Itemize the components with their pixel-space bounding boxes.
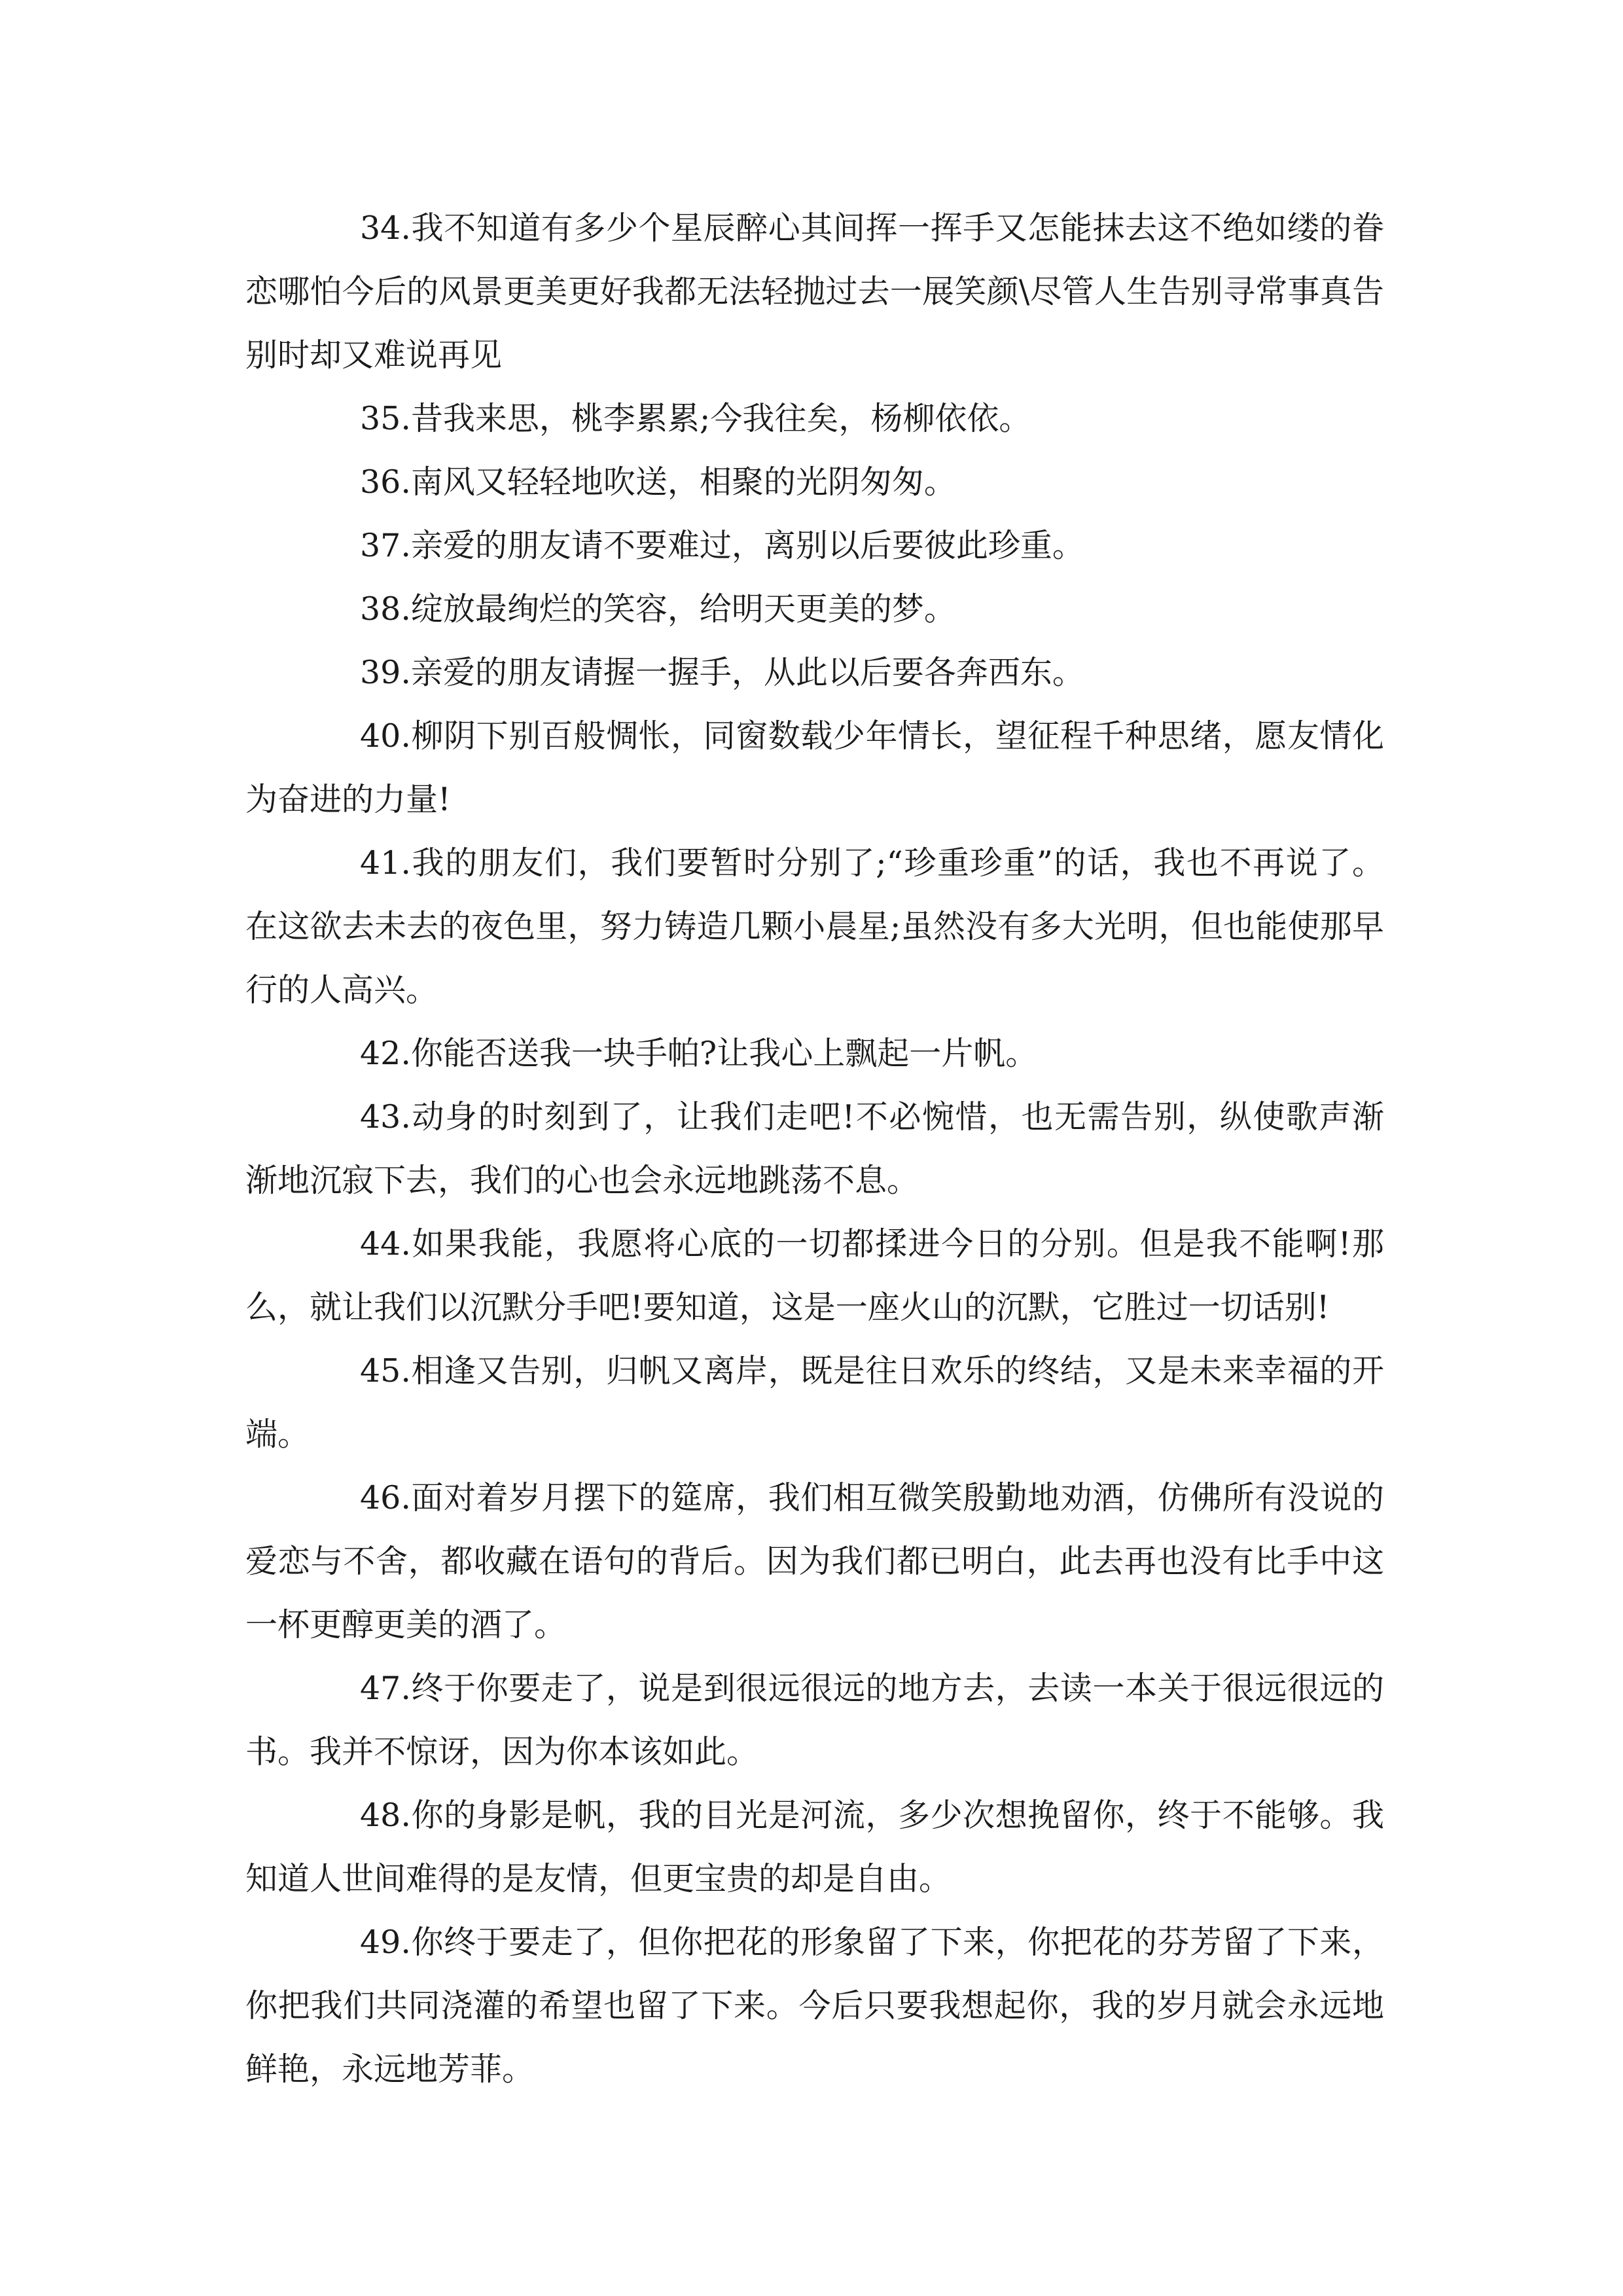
paragraph-48: 48.你的身影是帆，我的目光是河流，多少次想挽留你，终于不能够。我知道人世间难得的是友情，但更宝贵的却是自由。 [245,1797,1384,1897]
paragraph-43: 43.动身的时刻到了，让我们走吧!不必惋惜，也无需告别，纵使歌声渐渐地沉寂下去，我们的心也会永远地跳荡不息。 [245,1098,1384,1199]
document-body [245,196,1384,2101]
paragraph-38: 38.绽放最绚烂的笑容，给明天更美的梦。 [360,590,956,628]
paragraph-42: 42.你能否送我一块手帕?让我心上飘起一片帆。 [360,1035,1038,1072]
paragraph-34: 34.我不知道有多少个星辰醉心其间挥一挥手又怎能抹去这不绝如缕的眷恋哪怕今后的风景更美更好我都无法轻抛过去一展笑颜\尽管人生告别寻常事真告别时却又难说再见 [245,209,1384,374]
paragraph-40: 40.柳阴下别百般惆怅，同窗数载少年情长，望征程千种思绪，愿友情化为奋进的力量! [245,717,1384,818]
paragraph-46: 46.面对着岁月摆下的筵席，我们相互微笑殷勤地劝酒，仿佛所有没说的爱恋与不舍，都收藏在语句的背后。因为我们都已明白，此去再也没有比手中这一杯更醇更美的酒了。 [245,1479,1384,1643]
paragraph-36: 36.南风又轻轻地吹送，相聚的光阴匆匆。 [360,463,956,501]
paragraph-49: 49.你终于要走了，但你把花的形象留了下来，你把花的芬芳留了下来，你把我们共同浇灌的希望也留了下来。今后只要我想起你，我的岁月就会永远地鲜艳，永远地芳菲。 [245,1924,1384,2088]
paragraph-35: 35.昔我来思，桃李累累;今我往矣，杨柳依依。 [360,400,1031,437]
paragraph-47: 47.终于你要走了，说是到很远很远的地方去，去读一本关于很远很远的书。我并不惊讶，因为你本该如此。 [245,1670,1384,1770]
paragraph-44: 44.如果我能，我愿将心底的一切都揉进今日的分别。但是我不能啊!那么，就让我们以沉默分手吧!要知道，这是一座火山的沉默，它胜过一切话别! [245,1225,1384,1326]
paragraph-39: 39.亲爱的朋友请握一握手，从此以后要各奔西东。 [360,654,1084,691]
paragraph-37: 37.亲爱的朋友请不要难过，离别以后要彼此珍重。 [360,527,1084,564]
paragraph-41: 41.我的朋友们，我们要暂时分别了;“珍重珍重”的话，我也不再说了。在这欲去未去的夜色里，努力铸造几颗小晨星;虽然没有多大光明，但也能使那早行的人高兴。 [245,844,1384,1009]
paragraph-45: 45.相逢又告别，归帆又离岸，既是往日欢乐的终结，又是未来幸福的开端。 [245,1352,1384,1453]
